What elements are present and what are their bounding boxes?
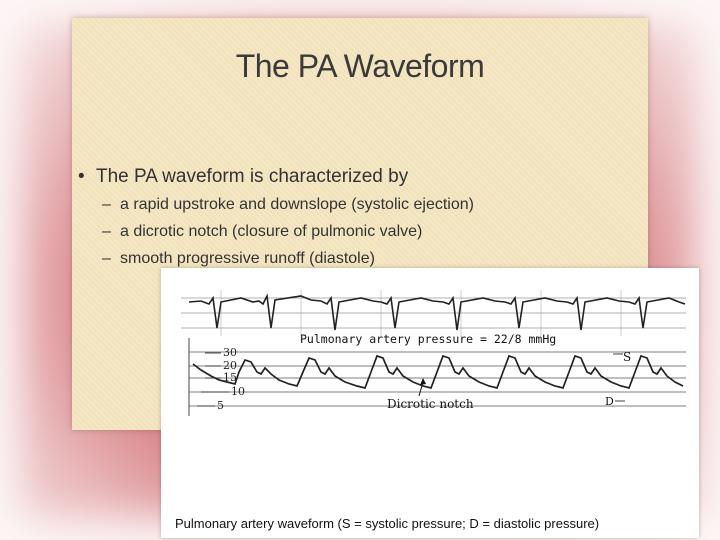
sub-bullet-marker: – xyxy=(102,223,111,240)
sub-bullet-marker: – xyxy=(102,250,111,267)
figure-caption: Pulmonary artery waveform (S = systolic pressure; D = diastolic pressure) xyxy=(175,516,600,531)
waveform-svg xyxy=(161,268,699,538)
scale-label-15: 15 xyxy=(223,371,237,384)
ecg-grid xyxy=(181,298,686,328)
dicrotic-arrow-head xyxy=(420,378,426,385)
pa-waveform-trace xyxy=(193,356,683,388)
slide-title: The PA Waveform xyxy=(235,48,485,84)
pressure-reading-label: Pulmonary artery pressure = 22/8 mmHg xyxy=(300,332,557,346)
systolic-label: S xyxy=(623,350,632,364)
dicrotic-notch-label: Dicrotic notch xyxy=(387,397,474,411)
bullet-main-text: The PA waveform is characterized by xyxy=(96,166,409,187)
sub-bullet-marker: – xyxy=(102,196,111,213)
scale-label-5: 5 xyxy=(217,399,224,412)
scale-label-30: 30 xyxy=(223,346,237,359)
waveform-figure xyxy=(161,268,699,538)
scale-label-10: 10 xyxy=(231,385,245,398)
scale-label-20: 20 xyxy=(223,359,237,372)
bullet-marker: • xyxy=(78,166,85,187)
diastolic-label: D xyxy=(605,395,614,408)
pressure-scale-labels xyxy=(217,346,245,412)
sub-bullet-text: a rapid upstroke and downslope (systolic ejection) xyxy=(120,196,474,213)
sub-bullet-text: a dicrotic notch (closure of pulmonic valve) xyxy=(120,223,423,240)
sub-bullet-text: smooth progressive runoff (diastole) xyxy=(120,250,375,267)
